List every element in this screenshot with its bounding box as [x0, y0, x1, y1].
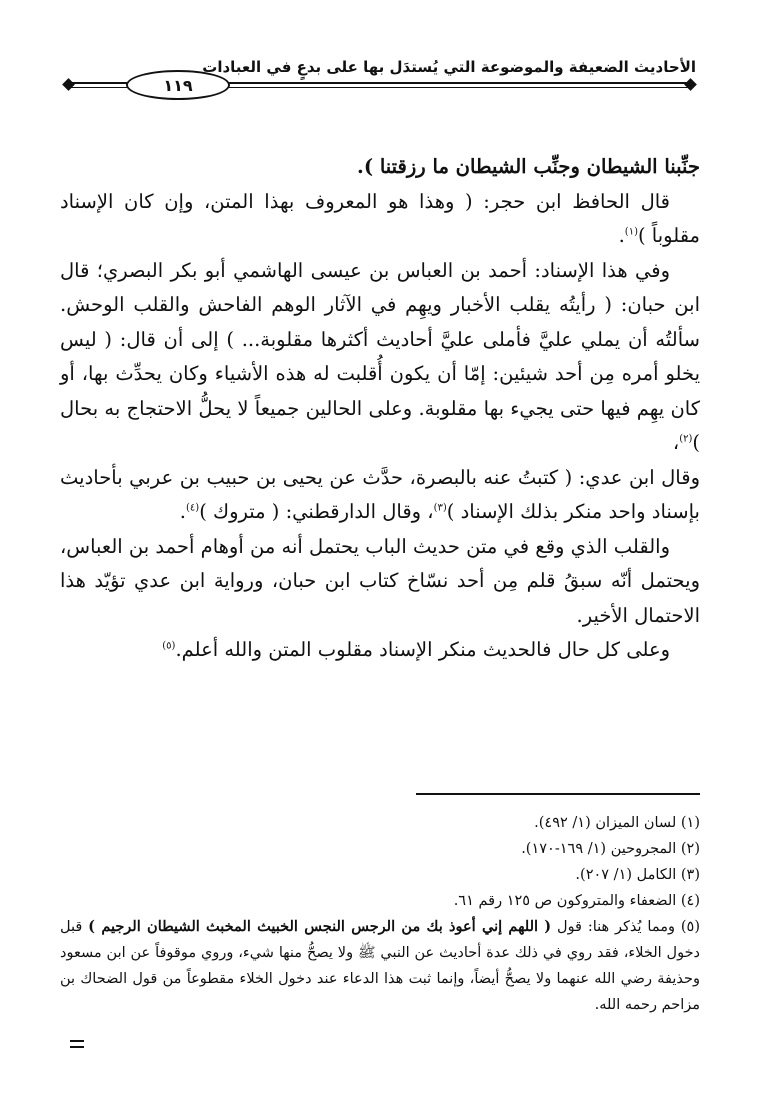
paragraph-4-end: . [179, 500, 186, 523]
footnote-ref-2: (٢) [679, 433, 693, 445]
paragraph-3 [60, 254, 700, 461]
footnote-ref-5: (٥) [162, 640, 176, 652]
footnote-1: (١) لسان الميزان (١/ ٤٩٢). [534, 815, 700, 831]
page-header [58, 58, 698, 98]
paragraph-6-text: وعلى كل حال فالحديث منكر الإسناد مقلوب المتن والله أعلم. [175, 638, 670, 661]
footnote-ref-4: (٤) [186, 502, 200, 514]
paragraph-2-text: قال الحافظ ابن حجر: ( وهذا هو المعروف بهذا المتن، وإن كان الإسناد مقلوباً ) [60, 189, 700, 247]
footnote-3: (٣) الكامل (١/ ٢٠٧). [575, 867, 700, 883]
main-text [60, 150, 700, 668]
paragraph-4 [60, 461, 700, 530]
footnotes [60, 810, 700, 1018]
paragraph-6 [60, 633, 700, 668]
paragraph-5: والقلب الذي وقع في متن حديث الباب يحتمل أنه من أوهام أحمد بن العباس، ويحتمل أنّه سبقُ قلم مِن أحد نسّاخ كتاب ابن حبان، ورواية ابن عدي تؤيّد هذا الاحتمال الأخير. [60, 534, 700, 627]
paragraph-3-text: وفي هذا الإسناد: أحمد بن العباس بن عيسى الهاشمي أبو بكر البصري؛ قال ابن حبان: ( رأيتُه يقلب الأخبار ويهِم في الآثار الوهم الفاحش والقلب الوحش. سألتُه أن يملي عليَّ فأملى عليَّ أحاديث أكثرها مقلوبة... ) إلى أن قال: ( ليس يخلو أمره مِن أحد شيئين: إمّا أن يكون أُقلبت له هذه الأشياء وكان يحدِّث بها، أو كان يهِم فيها حتى يجيء بها مقلوبة. وعلى الحالين جميعاً لا يحلُّ الاحتجاج به بحال ) [60, 258, 700, 454]
footnote-5 [60, 914, 700, 1018]
header-rule-bottom [70, 87, 128, 88]
signature-mark [70, 1040, 84, 1056]
footnote-separator [416, 793, 700, 795]
header-rule-right-top [228, 82, 688, 84]
paragraph-2 [60, 185, 700, 254]
footnote-4: (٤) الضعفاء والمتروكون ص ١٢٥ رقم ٦١. [453, 893, 700, 909]
footnote-2: (٢) المجروحين (١/ ١٦٩-١٧٠). [521, 841, 700, 857]
page-number: ١١٩ [163, 75, 193, 95]
paragraph-3-end: ، [672, 431, 680, 454]
header-diamond-left [62, 78, 75, 91]
paragraph-2-end: . [618, 224, 625, 247]
footnote-5-start: (٥) ومما يُذكر هنا: قول [551, 919, 700, 935]
header-rule-top [70, 82, 128, 84]
footnote-ref-3: (٣) [433, 502, 447, 514]
paragraph-1: جنِّبنا الشيطان وجنِّب الشيطان ما رزقتنا ). [357, 155, 700, 178]
footnote-5-dua: ( اللهم إني أعوذ بك من الرجس النجس الخبيث المخبث الشيطان الرجيم ) [88, 918, 552, 935]
header-diamond-right [684, 78, 697, 91]
running-title: الأحاديث الضعيفة والموضوعة التي يُستدَل بها على بدعٍ في العبادات [202, 58, 696, 76]
paragraph-4-text: وقال ابن عدي: ( كتبتُ عنه بالبصرة، حدَّث عن يحيى بن حبيب بن عربي بأحاديث بإسناد واحد منكر بذلك الإسناد ) [60, 465, 700, 523]
footnote-5-rest: قبل دخول الخلاء، فقد روي في ذلك عدة أحاديث عن النبي ﷺ ولا يصحُّ منها شيء، وروي موقوفاً عن ابن مسعود وحذيفة رضي الله عنهما ولا يصحُّ أيضاً، وإنما ثبت هذا الدعاء عند دخول الخلاء مقطوعاً من قول الضحاك بن مزاحم رحمه الله. [60, 919, 700, 1013]
footnote-ref-1: (١) [624, 226, 638, 238]
header-rule-right-bottom [228, 87, 688, 88]
paragraph-4-mid: ، وقال الدارقطني: ( متروك ) [199, 500, 434, 523]
